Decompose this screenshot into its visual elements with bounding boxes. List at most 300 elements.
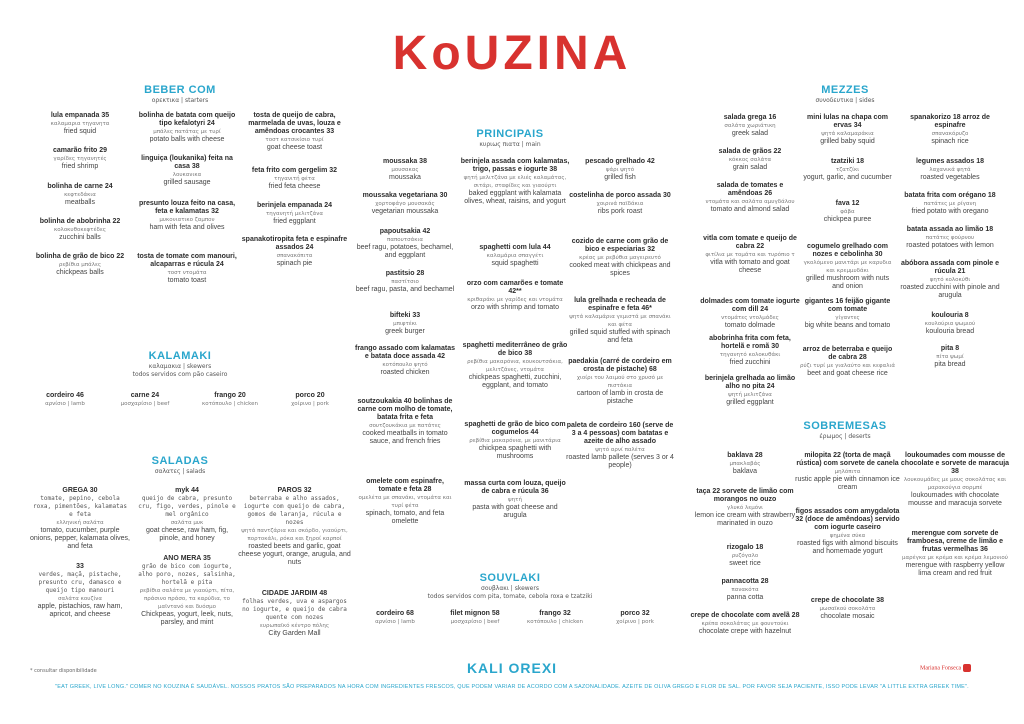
menu-item-name: taça 22 sorvete de limão com morangos no ouzo <box>696 488 794 503</box>
menu-item-translation: cooked meat with chickpeas and spices <box>569 262 671 277</box>
menu-item-name: figos assados com amygdalota 32 (doce de amêndoas) servido com iogurte caseiro <box>795 508 900 531</box>
menu-item-costelinha <box>565 192 675 216</box>
menu-item-translation: baklava <box>732 468 758 475</box>
menu-item-moussaka <box>360 158 450 182</box>
menu-item-lula-grelhada <box>565 297 675 345</box>
menu-item-translation: fried squid <box>63 128 97 135</box>
section-principais <box>450 128 570 148</box>
menu-item-translation: grilled eggplant <box>726 399 774 406</box>
menu-item-greek: πατάτες φούρνου <box>925 235 975 241</box>
menu-item-s-cordeiro <box>360 610 430 626</box>
menu-item-omelete <box>355 478 455 526</box>
menu-item-translation: Chickpeas, yogurt, leek, nuts, parsley, and mint <box>141 611 233 626</box>
menu-item-translation: orzo with shrimp and tomato <box>471 304 559 311</box>
menu-item-spaghetti-med <box>460 342 570 390</box>
section-title: PRINCIPAIS <box>476 128 544 140</box>
menu-item-translation: tomato dolmade <box>724 322 776 329</box>
menu-item-tosta-cabra <box>237 112 352 152</box>
brand-logo: KoUZINA <box>392 27 632 80</box>
menu-item-dolmades <box>700 298 800 330</box>
menu-item-salada-grega <box>700 114 800 138</box>
menu-item-greek: κοτόπουλο | chicken <box>201 401 259 407</box>
menu-item-translation: roasted vegetables <box>920 174 980 181</box>
menu-item-name: feta frito com gergelim 32 <box>251 167 338 174</box>
menu-item-greek: φιτίλια με τομάτα και τυρόπιο τ <box>705 252 795 258</box>
menu-item-name: pita 8 <box>940 345 960 352</box>
menu-item-greek: μηλόπιτα <box>834 469 861 475</box>
kali-orexi-title: KALI OREXI <box>466 660 558 676</box>
menu-item-k-carne <box>110 392 180 408</box>
menu-item-name: loukoumades com mousse de chocolate e sorvete de maracuja 38 <box>900 452 1010 475</box>
menu-item-crepe-chocolate <box>795 597 900 621</box>
menu-item-name: vitla com tomate e queijo de cabra 22 <box>703 235 797 250</box>
menu-item-translation: grilled baby squid <box>820 138 875 145</box>
menu-item-name: tzatziki 18 <box>830 158 865 165</box>
menu-item-greek: παστίτσιο <box>391 279 419 285</box>
menu-item-translation: spinach, tomato, and feta omelette <box>365 510 445 525</box>
menu-item-translation: ham with feta and olives <box>149 224 225 231</box>
menu-item-ano-mera <box>137 555 237 627</box>
menu-item-greek: πίτα ψωμί <box>936 354 964 360</box>
menu-item-name: CIDADE JARDIM 48 <box>261 590 328 597</box>
menu-item-linguica <box>137 155 237 187</box>
availability-note: * consultar disponibilidade <box>30 668 97 674</box>
menu-item-greek: ψητά παντζάρια και σκόρδο, γιαούρτι, πορτοκάλι, ρόκα και ξηροί καρποί <box>241 528 348 542</box>
menu-item-greek: ρεβίθια μακαρόνια, κουκουτσάκια, μελιτζάνες, ντομάτα <box>467 359 563 373</box>
menu-item-translation: fried eggplant <box>273 218 316 225</box>
menu-item-translation: greek salad <box>731 130 769 137</box>
menu-item-translation: roasted beets and garlic, goat cheese yogurt, orange, arugula, and nuts <box>238 543 351 566</box>
menu-item-translation: greek burger <box>385 328 425 335</box>
section-title: SOUVLAKI <box>479 572 541 584</box>
menu-item-translation: spinach pie <box>276 260 313 267</box>
menu-item-greek: τηγανητή μελιτζάνα <box>266 211 323 217</box>
menu-item-description: tomate, pepino, cebola roxa, pimentões, kalamatas e feta <box>33 495 127 518</box>
menu-item-translation: moussaka <box>389 174 421 181</box>
menu-item-greek: χορτοφάγο μουσακάς <box>375 201 435 207</box>
menu-item-greek: λουκουμάδες με μους σοκολάτας και μαρακούγια σορμπέ <box>903 477 1007 491</box>
menu-item-tosta-tomate <box>137 253 237 285</box>
menu-item-feta-frito <box>237 167 352 191</box>
menu-item-greek: γκολόμενο μανιτάρι με καρυδια και κρεμμυδάκι <box>803 260 892 274</box>
menu-item-translation: grilled squid stuffed with spinach and feta <box>569 329 671 344</box>
menu-item-greek: ψητή μελιτζάνα <box>728 392 772 398</box>
section-subtitle: συνοδευτικα | sides <box>815 97 875 104</box>
menu-item-translation: beef ragu, potatoes, bechamel, and eggplant <box>356 244 454 259</box>
menu-item-greek: κουλούρια ψωμιού <box>924 321 976 327</box>
menu-item-salada-graos <box>700 148 800 172</box>
menu-item-translation: chickpea puree <box>823 216 872 223</box>
menu-item-bolinha-batata <box>137 112 237 144</box>
menu-item-loukoumades-mousse <box>900 452 1010 508</box>
menu-item-translation: vegetarian moussaka <box>371 208 439 215</box>
menu-item-name: arroz de beterraba e queijo de cabra 28 <box>802 346 893 361</box>
menu-item-name: spaghetti mediterrâneo de grão de bico 38 <box>462 342 568 357</box>
menu-item-k-porco <box>275 392 345 408</box>
menu-item-greek: αρνίσιο | lamb <box>375 619 415 625</box>
menu-item-translation: meatballs <box>65 199 95 206</box>
menu-item-name: frango assado com kalamatas e batata doce assada 42 <box>355 345 455 360</box>
menu-item-spaghetti-lula <box>460 244 570 268</box>
menu-item-name: crepe de chocolate 38 <box>810 597 885 604</box>
section-mezzes <box>790 84 900 104</box>
menu-item-translation: beef ragu, pasta, and bechamel <box>355 286 455 293</box>
menu-item-translation: grilled mushroom with nuts and onion <box>805 275 890 290</box>
menu-item-translation: tomato, cucumber, purple onions, pepper, kalamata olives, and feta <box>30 527 131 550</box>
menu-item-spaghetti-cog <box>460 421 570 461</box>
section-title: BEBER COM <box>144 84 216 96</box>
menu-item-translation: chickpeas spaghetti, zucchini, eggplant, and tomato <box>468 374 562 389</box>
menu-item-name: soutzoukakia 40 bolinhas de carne com molho de tomate, batata frita e feta <box>357 398 453 421</box>
menu-item-name: abobrinha frita com feta, hortelã e romã 30 <box>709 335 791 350</box>
menu-item-name: tosta de tomate com manouri, alcaparras e rúcula 24 <box>137 253 237 268</box>
menu-item-name: moussaka vegetariana 30 <box>362 192 448 199</box>
menu-item-translation: goat cheese toast <box>266 144 323 151</box>
menu-item-translation: panna cotta <box>726 594 764 601</box>
menu-item-name: merengue com sorvete de framboesa, creme de limão e frutas vermelhas 36 <box>906 530 1004 553</box>
menu-item-berinjela-empanada <box>237 202 352 226</box>
menu-item-description: verdes, maçã, pistache, presunto cru, damasco e queijo tipo manouri <box>38 571 122 594</box>
menu-item-name: camarão frito 29 <box>52 147 108 154</box>
menu-item-translation: ribs pork roast <box>597 208 643 215</box>
menu-item-greek: τζατζίκι <box>835 167 860 173</box>
menu-item-greek: κολοκυθοκεφτέδες <box>53 227 107 233</box>
menu-item-greek: τηγανιτή φέτα <box>274 176 315 182</box>
menu-item-vitla <box>700 235 800 275</box>
menu-item-greek: μπάλες πατάτας με τυρί <box>153 129 221 135</box>
menu-item-name: tosta de queijo de cabra, marmelada de uvas, louza e amêndoas crocantes 33 <box>248 112 341 135</box>
menu-item-paedakia <box>565 358 675 406</box>
menu-item-name: gigantes 16 feijão gigante com tomate <box>804 298 891 313</box>
menu-item-translation: chickpeas balls <box>56 269 104 276</box>
menu-item-pastitsio <box>355 270 455 294</box>
menu-item-greek: μουσακας <box>391 167 419 173</box>
menu-item-name: fava 12 <box>835 200 860 207</box>
menu-item-translation: beet and goat cheese rice <box>807 370 888 377</box>
menu-item-batata-limao <box>900 226 1000 250</box>
menu-item-greek: ντομάτες ντολμάδες <box>721 315 779 321</box>
menu-item-translation: spinach rice <box>931 138 969 145</box>
menu-item-greek: σαλάτα κουζίνα <box>57 596 103 602</box>
menu-item-translation: roasted figs with almond biscuits and homemade yogurt <box>797 540 898 555</box>
menu-item-baklava <box>690 452 800 476</box>
menu-item-papoutsakia <box>355 228 455 260</box>
menu-item-greek: πανακότα <box>731 587 759 593</box>
menu-item-name: 33 <box>76 563 84 570</box>
menu-item-greek: ψημένα σύκα <box>829 533 866 539</box>
section-note: todos servidos com pão caseiro <box>132 371 228 378</box>
menu-item-greek: ψάρι ψητό <box>605 167 635 173</box>
menu-item-frango-assado <box>355 345 455 377</box>
menu-item-cozido <box>565 238 675 278</box>
menu-item-name: pannacotta 28 <box>721 578 769 585</box>
menu-item-name: baklava 28 <box>727 452 763 459</box>
section-kalamaki <box>110 350 250 378</box>
menu-item-name: ANO MERA 35 <box>163 555 211 562</box>
menu-item-translation: squid spaghetti <box>491 260 539 267</box>
menu-item-greek: σαλάτα μυκ <box>170 520 204 526</box>
menu-item-cidade-jardim <box>237 590 352 638</box>
menu-item-greek: ρυζόγαλο <box>731 553 759 559</box>
menu-item-translation: lemon ice cream with strawberry marinated in ouzo <box>694 512 796 527</box>
menu-item-name: salada de tomates e amêndoas 26 <box>716 182 784 197</box>
menu-item-translation: loukoumades with chocolate mousse and maracuja sorvete <box>908 492 1002 507</box>
menu-item-greek: παπουτσάκια <box>387 237 423 243</box>
menu-item-name: spaghetti com lula 44 <box>479 244 551 251</box>
menu-item-rizogalo <box>690 544 800 568</box>
menu-item-translation: big white beans and tomato <box>804 322 891 329</box>
menu-item-milopita <box>795 452 900 492</box>
menu-item-name: pescado grelhado 42 <box>585 158 655 165</box>
menu-item-greek: χιοίρι του λαιμού στο χρυσό με πιστάκια <box>576 375 664 389</box>
menu-item-abobrinha-frita <box>700 335 800 367</box>
menu-item-name: carne 24 <box>130 392 160 399</box>
menu-item-name: lula empanada 35 <box>50 112 110 119</box>
menu-item-translation: chickpea spaghetti with mushrooms <box>478 445 552 460</box>
menu-item-greek: σαλάτα χωριάτικη <box>724 123 776 129</box>
menu-item-greek: μοσχαρίσιο | beef <box>120 401 170 407</box>
menu-item-name: frango 32 <box>539 610 571 617</box>
menu-item-batata-oregano <box>900 192 1000 216</box>
menu-item-translation: yogurt, garlic, and cucumber <box>803 174 892 181</box>
section-title: SOBREMESAS <box>803 420 887 432</box>
menu-item-figos <box>795 508 900 556</box>
menu-item-name: GREGA 30 <box>62 487 98 494</box>
menu-item-name: orzo com camarões e tomate 42** <box>466 280 564 295</box>
menu-item-greek: ψητά καλαμάρια γεμιστά με σπανάκι και φέτα <box>569 314 671 328</box>
menu-item-translation: City Garden Mall <box>268 630 321 637</box>
menu-item-salada-tomates <box>700 182 800 214</box>
menu-item-greek: ρεβίθια μακαρόνια, με μανιτάρια <box>469 438 561 444</box>
menu-item-name: frango 20 <box>214 392 246 399</box>
menu-item-greek: χοιρινά παϊδάκια <box>596 201 644 207</box>
menu-item-name: bifteki 33 <box>389 312 421 319</box>
menu-item-translation: roasted lamb pallete (serves 3 or 4 people) <box>566 454 674 469</box>
menu-item-k-cordeiro <box>30 392 100 408</box>
menu-item-greek: αρνίσιο | lamb <box>45 401 85 407</box>
menu-item-name: spaghetti de grão de bico com cogumelos 44 <box>464 421 566 436</box>
menu-item-greek: κεφτεδάκια <box>64 192 96 198</box>
menu-item-crepe-choc <box>690 612 800 636</box>
menu-item-description: folhas verdes, uva e aspargos no iogurte, e queijo de cabra quente com nozes <box>242 598 347 621</box>
menu-item-greek: χοίρινο | pork <box>616 619 654 625</box>
menu-item-greek: μπιφτέκι <box>393 321 417 327</box>
menu-item-translation: sweet rice <box>729 560 761 567</box>
menu-item-fava <box>800 200 895 224</box>
section-subtitle: ορεκτικα | starters <box>151 97 209 104</box>
section-subtitle: κυριως πιατα | main <box>479 141 541 148</box>
menu-item-description: grão de bico com iogurte, alho poro, nozes, salsinha, hortelã e pita <box>138 563 236 586</box>
signature-logo-icon <box>963 664 971 672</box>
menu-item-pannacotta <box>690 578 800 602</box>
menu-item-name: bolinha de grão de bico 22 <box>35 253 125 260</box>
menu-item-name: myk 44 <box>175 487 199 494</box>
menu-item-name: bolinha de carne 24 <box>47 183 113 190</box>
menu-item-name: batata frita com orégano 18 <box>904 192 996 199</box>
menu-item-massa-curta <box>460 480 570 520</box>
menu-item-greek: ομελέτα με σπανάκι, ντομάτα και τυρί φέτα <box>358 495 452 509</box>
menu-item-name: legumes assados 18 <box>915 158 985 165</box>
menu-item-s-frango <box>520 610 590 626</box>
menu-item-greek: κρέας με ρεβύθια μαγειρευτό <box>579 255 661 261</box>
menu-item-merengue <box>900 530 1010 578</box>
menu-item-translation: fried shrimp <box>61 163 99 170</box>
menu-item-mini-lulas <box>800 114 895 146</box>
menu-item-greek: μπακλαβάς <box>729 461 761 467</box>
menu-item-greek: μυκονιατικο ζαμπον <box>159 217 215 223</box>
menu-item-translation: roasted zucchini with pinole and arugula <box>900 284 1000 299</box>
menu-item-greek: σουτζουκάκια με πατάτες <box>369 423 441 429</box>
menu-item-translation: fried potato with oregano <box>911 208 989 215</box>
menu-item-name: salada de grãos 22 <box>718 148 782 155</box>
menu-item-kouzina-salad <box>30 563 130 619</box>
menu-item-name: rizogalo 18 <box>726 544 764 551</box>
menu-item-translation: grilled fish <box>604 174 636 181</box>
menu-item-greek: ψητό αρνί παλέτα <box>595 447 645 453</box>
menu-item-greek: ψητή <box>508 497 522 503</box>
menu-item-greek: τοστ κατσικίσιο τυρί <box>265 137 324 143</box>
menu-item-translation: koulouria bread <box>925 328 975 335</box>
menu-item-bolinha-abobrinha <box>30 218 130 242</box>
signature-text: Mariana Fonseca <box>920 665 962 672</box>
menu-item-name: omelete com espinafre, tomate e feta 28 <box>366 478 444 493</box>
menu-item-name: PAROS 32 <box>277 487 312 494</box>
menu-item-translation: tomato toast <box>167 277 207 284</box>
menu-item-greek: σπανακόρυζο <box>931 131 969 137</box>
menu-item-translation: cartoon of lamb in crosta de pistache <box>576 390 664 405</box>
menu-item-greek: ρύζι τυρί με γιαλαύτο και κεφαλιά <box>800 363 896 369</box>
menu-item-name: salada grega 16 <box>723 114 777 121</box>
menu-item-greek: γλυκό λεμόνι <box>726 505 764 511</box>
menu-item-translation: pasta with goat cheese and arugula <box>472 504 558 519</box>
menu-item-greek: ντομάτα και σαλάτα αμυγδάλου <box>705 199 795 205</box>
menu-item-translation: apple, pistachios, raw ham, apricot, and cheese <box>37 603 123 618</box>
menu-item-camarao-frito <box>30 147 130 171</box>
menu-item-greek: φάβα <box>840 209 855 215</box>
menu-item-greek: τοστ ντομάτα <box>167 270 207 276</box>
menu-item-greek: σπανακόπιτα <box>276 253 313 259</box>
menu-item-name: bolinha de batata com queijo tipo kefalotyri 24 <box>138 112 236 127</box>
section-sobremesas <box>790 420 900 440</box>
menu-item-bolinha-carne <box>30 183 130 207</box>
menu-item-greek: κρέπα σοκολάτας με φουντούκι <box>701 621 789 627</box>
section-subtitle: καλαμακια | skewers <box>148 363 212 370</box>
menu-item-berinjela-grelhada <box>700 375 800 407</box>
menu-item-translation: cooked meatballs in tomato sauce, and french fries <box>362 430 448 445</box>
menu-item-taca <box>690 488 800 528</box>
menu-item-greek: καλαμαρια τηγανητα <box>50 121 110 127</box>
menu-item-name: berinjela grelhada ao limão alho no pita 24 <box>704 375 796 390</box>
menu-item-greek: καλαμάρια σπαγγέτι <box>486 253 544 259</box>
menu-item-greek: ρεβίθια σαλάτα με γιαούρτι, πίτα, πράσινο πράσο, τα καρύδια, το μαϊντανό και δυόσμο <box>139 588 235 610</box>
menu-item-name: presunto louza feito na casa, feta e kalamatas 32 <box>138 200 236 215</box>
section-saladas <box>120 455 240 475</box>
menu-item-greek: χοίρινο | pork <box>291 401 329 407</box>
menu-item-orzo <box>460 280 570 312</box>
menu-item-name: abóbora assada com pinole e rúcula 21 <box>900 260 1000 275</box>
menu-item-translation: roasted chicken <box>380 369 430 376</box>
menu-item-beterraba <box>800 346 895 378</box>
menu-item-greek: κριθαράκι με γαρίδες και ντομάτα <box>467 297 563 303</box>
menu-item-greek: ψητά καλαμαράκια <box>821 131 874 137</box>
menu-item-name: moussaka 38 <box>383 158 427 165</box>
menu-item-translation: roasted potatoes with lemon <box>906 242 994 249</box>
menu-item-name: berinjela empanada 24 <box>256 202 333 209</box>
menu-item-greek: ψητό κολοκύθι <box>929 277 971 283</box>
menu-item-greek: κοτόπουλο ψητό <box>382 362 428 368</box>
menu-item-name: spanakotiropita feta e espinafre assados 24 <box>241 236 348 251</box>
menu-item-greek: ευρωπαϊκό κέντρο πόλης <box>259 623 330 629</box>
menu-item-cogumelo <box>800 243 895 291</box>
menu-item-greek: ελληνική σαλάτα <box>56 520 104 526</box>
menu-item-name: porco 20 <box>295 392 325 399</box>
menu-item-myk <box>137 487 237 543</box>
menu-item-abobora <box>900 260 1000 300</box>
menu-item-koulouria <box>900 312 1000 336</box>
menu-item-translation: chocolate mosaic <box>820 613 875 620</box>
menu-item-name: porco 32 <box>620 610 650 617</box>
menu-item-name: paleta de cordeiro 160 (serve de 3 a 4 pessoas) com batatas e azeite de alho assado <box>566 422 674 445</box>
menu-item-bolinha-grao <box>30 253 130 277</box>
menu-item-paleta <box>565 422 675 470</box>
menu-item-translation: baked eggplant with kalamata olives, wheat, raisins, and yogurt <box>464 190 566 205</box>
section-title: SALADAS <box>151 455 209 467</box>
menu-item-greek: μαρέγκα με κρέμα και κρέμα λεμονιού <box>902 555 1008 561</box>
menu-item-greek: κόκκος σαλάτα <box>728 157 772 163</box>
menu-item-name: berinjela assada com kalamatas, trigo, passas e iogurte 38 <box>460 158 570 173</box>
menu-item-name: papoutsakia 42 <box>379 228 431 235</box>
section-note: todos servidos com pita, tomate, cebola roxa e tzatziki <box>427 593 593 600</box>
menu-item-name: paedakia (carré de cordeiro em crosta de pistache) 68 <box>568 358 672 373</box>
menu-item-bifteki <box>355 312 455 336</box>
menu-item-name: milopita 22 (torta de maçã rústica) com sorvete de canela <box>796 452 899 467</box>
menu-item-name: massa curta com louza, queijo de cabra e rúcula 36 <box>464 480 566 495</box>
menu-item-name: crepe de chocolate com avelã 28 <box>690 612 800 619</box>
menu-item-name: spanakorizo 18 arroz de espinafre <box>910 114 990 129</box>
menu-item-name: cordeiro 68 <box>376 610 414 617</box>
menu-item-spanakotiropita <box>237 236 352 268</box>
menu-item-moussaka-veg <box>355 192 455 216</box>
menu-item-gigantes <box>800 298 895 330</box>
section-subtitle: σουβλακι | skewers <box>481 585 539 592</box>
menu-item-greek: λαχανικά ψητά <box>929 167 971 173</box>
menu-item-paros <box>237 487 352 567</box>
menu-item-translation: fried feta cheese <box>268 183 321 190</box>
menu-item-name: linguiça (loukanika) feita na casa 38 <box>141 155 233 170</box>
menu-item-name: cogumelo grelhado com nozes e cebolinha 30 <box>807 243 888 258</box>
menu-item-name: costelinha de porco assada 30 <box>569 192 671 199</box>
menu-item-translation: fried zucchini <box>729 359 771 366</box>
menu-item-legumes <box>900 158 1000 182</box>
section-subtitle: σαλατες | salads <box>154 468 206 475</box>
signature <box>920 664 971 672</box>
menu-item-greek: τηγανητό κολοκυθάκι <box>719 352 781 358</box>
menu-item-greek: μωσαϊκού σοκολάτα <box>819 606 876 612</box>
section-subtitle: έρωμος | deserts <box>819 433 871 440</box>
menu-item-name: pastitsio 28 <box>385 270 425 277</box>
section-beber <box>120 84 240 104</box>
menu-item-greek: μοσχαρίσιο | beef <box>450 619 500 625</box>
menu-item-translation: potato balls with cheese <box>149 136 225 143</box>
menu-item-translation: chocolate crepe with hazelnut <box>698 628 792 635</box>
menu-item-name: mini lulas na chapa com ervas 34 <box>807 114 888 129</box>
menu-item-translation: grain salad <box>732 164 768 171</box>
menu-item-k-frango <box>190 392 270 408</box>
menu-item-name: filet mignon 58 <box>450 610 500 617</box>
menu-item-translation: goat cheese, raw ham, fig, pinole, and honey <box>145 527 229 542</box>
menu-item-greek: πατάτες με ρίγανη <box>923 201 977 207</box>
menu-item-soutzoukakia <box>355 398 455 446</box>
